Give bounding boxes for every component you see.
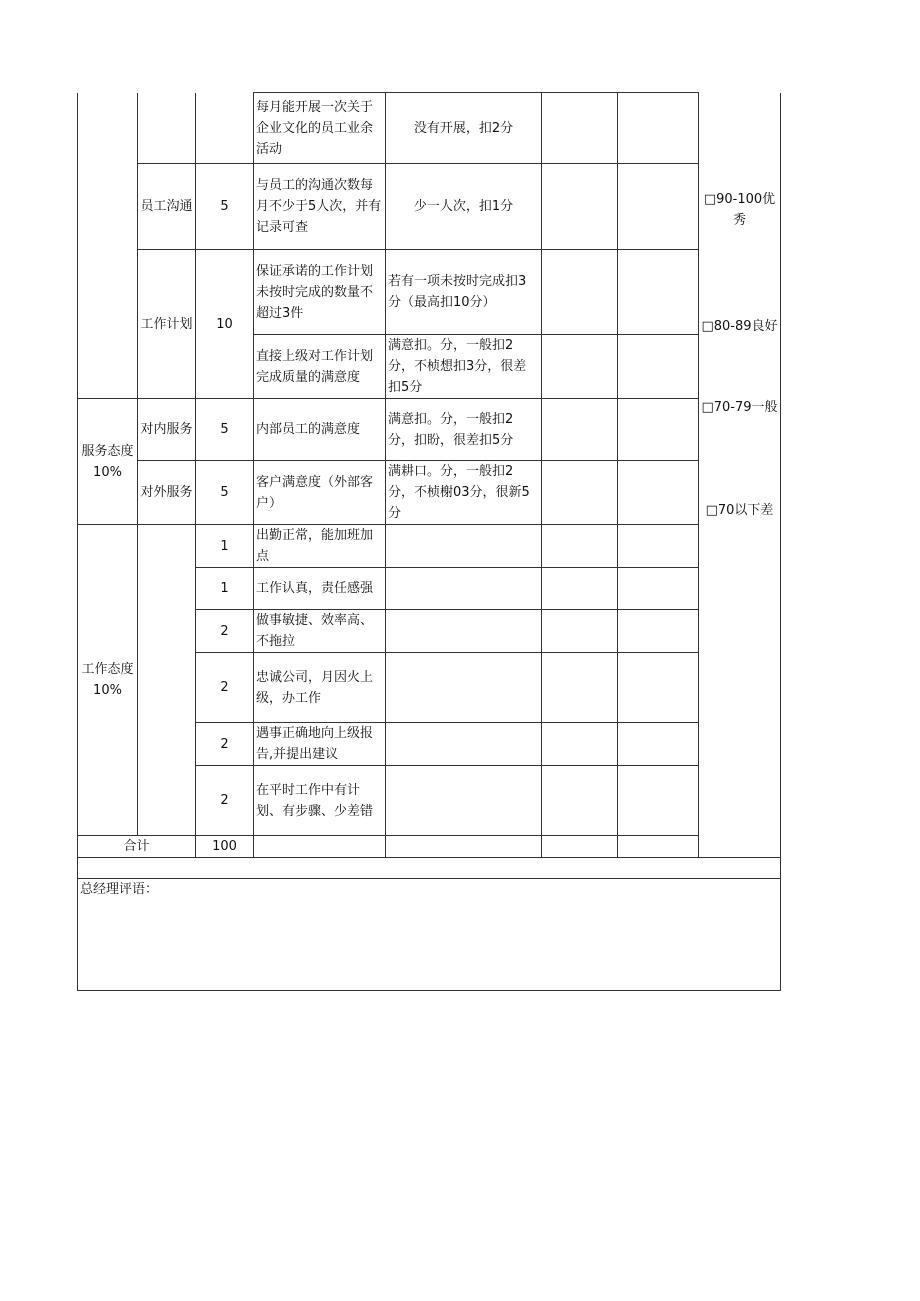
review-score-cell[interactable]: [618, 610, 699, 653]
criteria-cell: 做事敏捷、效率高、不拖拉: [254, 610, 386, 653]
score-cell: 1: [196, 525, 254, 568]
total-deduction-cell: [386, 836, 542, 858]
table-row: [78, 399, 781, 461]
review-score-cell[interactable]: [618, 766, 699, 836]
review-score-cell[interactable]: [618, 250, 699, 335]
score-cell: 10: [196, 250, 254, 399]
criteria-cell: 每月能开展一次关于企业文化的员工业余活动: [254, 93, 386, 164]
deduction-cell: 若有一项未按时完成扣3分（最高扣10分）: [386, 250, 542, 335]
item-cell-blank: [138, 525, 196, 836]
score-cell: 2: [196, 610, 254, 653]
self-score-cell[interactable]: [542, 399, 618, 461]
deduction-cell: [386, 525, 542, 568]
table-row: [78, 164, 781, 250]
total-score: 100: [196, 836, 254, 858]
evaluation-table: [77, 92, 781, 991]
deduction-cell: [386, 766, 542, 836]
spacer-row: [78, 858, 781, 879]
score-cell: 5: [196, 164, 254, 250]
table-row: [78, 250, 781, 335]
review-score-cell[interactable]: [618, 164, 699, 250]
criteria-cell: 直接上级对工作计划完成质量的满意度: [254, 335, 386, 399]
spacer-cell: [78, 858, 781, 879]
review-score-cell[interactable]: [618, 399, 699, 461]
table-row: [78, 461, 781, 525]
grade-options-cell: [699, 93, 781, 858]
deduction-cell: 满耕口。分，一般扣2分，不桢榭03分，很新5分: [386, 461, 542, 525]
criteria-cell: 在平时工作中有计划、有步骤、少差错: [254, 766, 386, 836]
review-score-cell[interactable]: [618, 461, 699, 525]
criteria-cell: 忠诚公司，月因火上级，办工作: [254, 653, 386, 723]
deduction-cell: [386, 568, 542, 610]
score-cell: 2: [196, 766, 254, 836]
item-cell: 员工沟通: [138, 164, 196, 250]
self-score-cell[interactable]: [542, 766, 618, 836]
item-cell-blank: [138, 93, 196, 164]
table-row: [78, 525, 781, 568]
self-score-cell[interactable]: [542, 610, 618, 653]
category-cell-blank: [78, 93, 138, 399]
criteria-cell: 出勤正常，能加班加点: [254, 525, 386, 568]
category-cell: 工作态度10%: [78, 525, 138, 836]
total-row: [78, 836, 781, 858]
deduction-cell: 满意扣。分，一般扣2分，扣盼，很差扣5分: [386, 399, 542, 461]
self-score-cell[interactable]: [542, 653, 618, 723]
deduction-cell: [386, 723, 542, 766]
deduction-cell: 少一人次，扣1分: [386, 164, 542, 250]
total-label: 合计: [78, 836, 196, 858]
grade-option-average[interactable]: □70-79一般: [701, 399, 778, 415]
review-score-cell[interactable]: [618, 525, 699, 568]
deduction-cell: 满意扣。分，一般扣2分，不桢想扣3分，很差扣5分: [386, 335, 542, 399]
criteria-cell: 客户满意度（外部客户）: [254, 461, 386, 525]
score-cell: 5: [196, 461, 254, 525]
grade-option-excellent[interactable]: □90-100优秀: [703, 191, 776, 228]
criteria-cell: 内部员工的满意度: [254, 399, 386, 461]
score-cell: 1: [196, 568, 254, 610]
deduction-cell: [386, 653, 542, 723]
manager-comment-cell[interactable]: [78, 879, 781, 991]
total-criteria-cell: [254, 836, 386, 858]
review-score-cell[interactable]: [618, 653, 699, 723]
item-cell: 对外服务: [138, 461, 196, 525]
manager-comment-label: 总经理评语：: [80, 882, 159, 897]
self-score-cell[interactable]: [542, 461, 618, 525]
self-score-cell[interactable]: [542, 525, 618, 568]
total-self-score-cell[interactable]: [542, 836, 618, 858]
review-score-cell[interactable]: [618, 723, 699, 766]
deduction-cell: [386, 610, 542, 653]
review-score-cell[interactable]: [618, 93, 699, 164]
criteria-cell: 遇事正确地向上级报告,并提出建议: [254, 723, 386, 766]
self-score-cell[interactable]: [542, 568, 618, 610]
self-score-cell[interactable]: [542, 335, 618, 399]
score-cell: 2: [196, 653, 254, 723]
self-score-cell[interactable]: [542, 723, 618, 766]
comment-row: [78, 879, 781, 991]
item-cell: 对内服务: [138, 399, 196, 461]
deduction-cell: 没有开展，扣2分: [386, 93, 542, 164]
self-score-cell[interactable]: [542, 93, 618, 164]
criteria-cell: 保证承诺的工作计划未按时完成的数量不超过3件: [254, 250, 386, 335]
criteria-cell: 工作认真，责任感强: [254, 568, 386, 610]
review-score-cell[interactable]: [618, 335, 699, 399]
self-score-cell[interactable]: [542, 250, 618, 335]
grade-option-poor[interactable]: □70以下差: [705, 502, 774, 518]
grade-option-good[interactable]: □80-89良好: [701, 318, 778, 334]
score-cell: 2: [196, 723, 254, 766]
score-cell-blank: [196, 93, 254, 164]
total-review-score-cell[interactable]: [618, 836, 699, 858]
table-row: [78, 93, 781, 164]
item-cell: 工作计划: [138, 250, 196, 399]
self-score-cell[interactable]: [542, 164, 618, 250]
score-cell: 5: [196, 399, 254, 461]
category-cell: 服务态度10%: [78, 399, 138, 525]
review-score-cell[interactable]: [618, 568, 699, 610]
criteria-cell: 与员工的沟通次数每月不少于5人次，并有记录可查: [254, 164, 386, 250]
